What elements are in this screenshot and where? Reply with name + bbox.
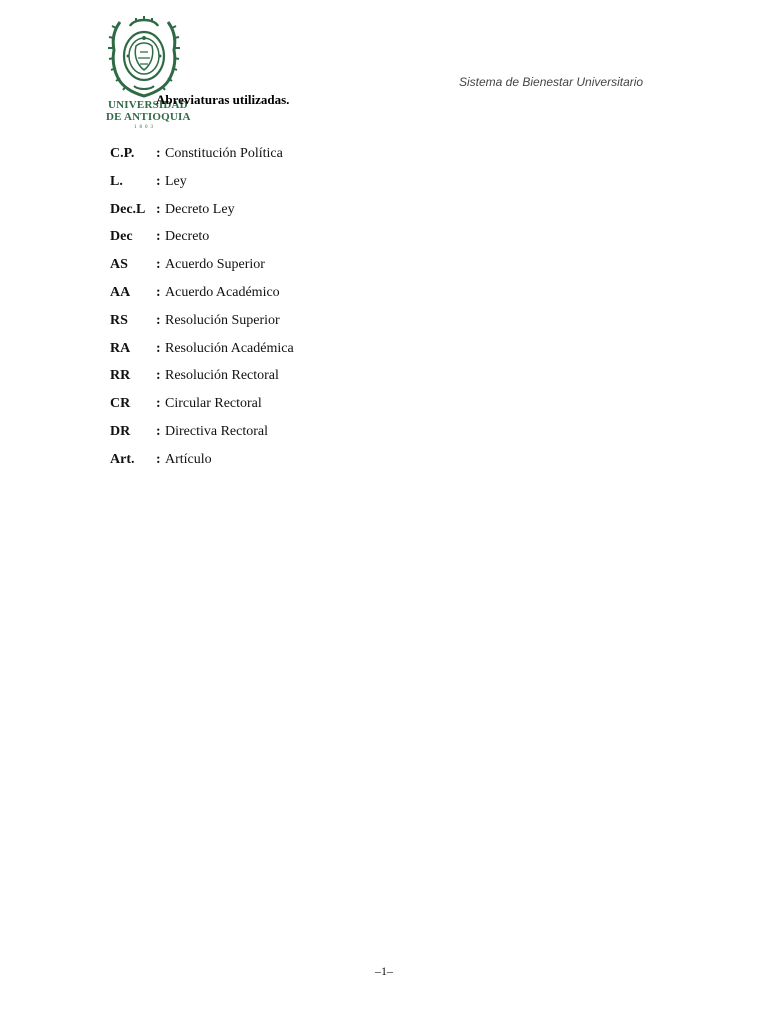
abbreviation-definition: Resolución Superior: [165, 312, 280, 328]
list-item: [110, 285, 510, 313]
page-title: Abreviaturas utilizadas.: [156, 92, 290, 107]
abbreviation-term: Dec.L: [110, 201, 146, 217]
abbreviation-definition: Resolución Rectoral: [165, 368, 279, 384]
abbreviation-term: CR: [110, 396, 131, 412]
list-item: [110, 396, 510, 424]
separator: :: [156, 229, 161, 245]
abbreviation-term: AS: [110, 257, 128, 273]
separator: :: [156, 396, 161, 412]
list-item: [110, 368, 510, 396]
abbreviation-definition: Constitución Política: [165, 146, 283, 161]
list-item: [110, 229, 510, 257]
abbreviation-definition: Ley: [165, 173, 187, 189]
separator: :: [156, 423, 161, 439]
separator: :: [156, 312, 161, 328]
university-seal-icon: [104, 16, 184, 100]
separator: :: [156, 257, 161, 273]
separator: :: [156, 284, 161, 300]
abbreviation-term: RA: [110, 340, 131, 356]
abbreviation-definition: Artículo: [165, 451, 212, 467]
list-item: [110, 341, 510, 369]
logo-name-line1: UNIVERSIDAD: [108, 99, 188, 111]
list-item: [110, 257, 510, 285]
abbreviation-definition: Circular Rectoral: [165, 396, 262, 412]
list-item: [110, 313, 510, 341]
abbreviation-definition: Acuerdo Superior: [165, 257, 265, 273]
abbreviation-term: L.: [110, 173, 123, 189]
separator: :: [156, 368, 161, 384]
list-item: [110, 452, 510, 480]
abbreviation-term: RS: [110, 312, 128, 328]
list-item: [110, 174, 510, 202]
separator: :: [156, 146, 161, 161]
separator: :: [156, 451, 161, 467]
separator: :: [156, 201, 161, 217]
abbreviation-list: [110, 146, 510, 480]
running-header: Sistema de Bienestar Universitario: [459, 75, 644, 89]
abbreviation-definition: Decreto: [165, 229, 210, 245]
page-number: –1–: [375, 964, 393, 978]
abbreviation-definition: Decreto Ley: [165, 201, 235, 217]
abbreviation-definition: Directiva Rectoral: [165, 423, 269, 439]
separator: :: [156, 340, 161, 356]
abbreviation-term: AA: [110, 284, 131, 300]
abbreviation-definition: Resolución Académica: [165, 340, 294, 356]
list-item: [110, 146, 510, 174]
logo-name-line2: DE ANTIOQUIA: [106, 111, 191, 123]
abbreviation-definition: Acuerdo Académico: [165, 284, 280, 300]
separator: :: [156, 173, 161, 189]
logo-year: 1803: [134, 125, 156, 130]
list-item: [110, 424, 510, 452]
abbreviation-term: Dec: [110, 229, 133, 245]
abbreviation-term: DR: [110, 423, 131, 439]
abbreviation-term: Art.: [110, 451, 135, 467]
list-item: [110, 202, 510, 230]
abbreviation-term: C.P.: [110, 146, 135, 161]
abbreviation-term: RR: [110, 368, 131, 384]
